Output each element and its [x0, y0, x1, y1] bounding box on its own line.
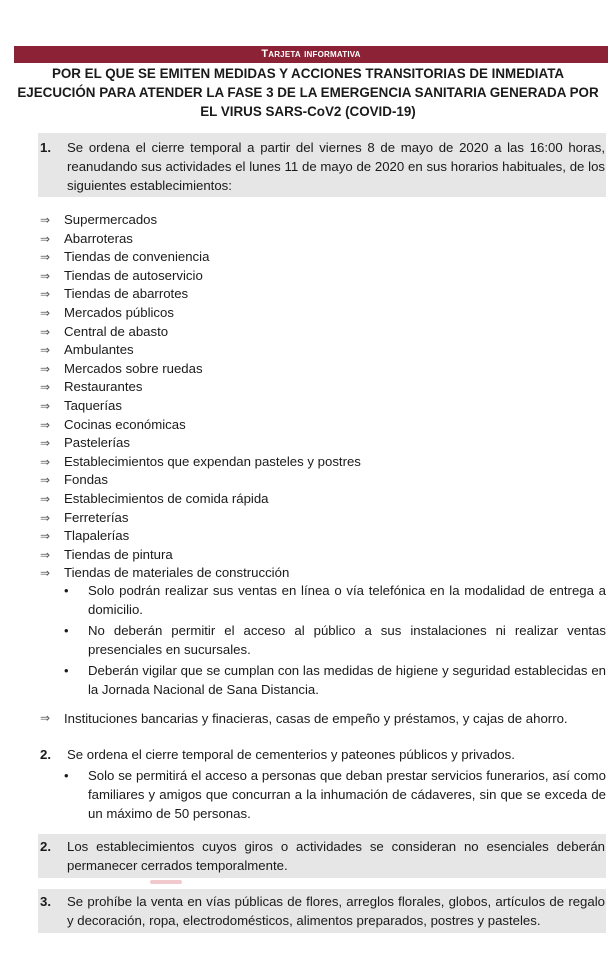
establishment-label: Cocinas económicas [64, 416, 186, 432]
item-number: 1. [40, 140, 51, 155]
arrow-icon: ⇒ [40, 473, 51, 488]
establishment-item [40, 546, 361, 565]
establishment-item [40, 509, 361, 528]
banks-item [40, 709, 568, 728]
establishment-label: Supermercados [64, 212, 158, 227]
condition-text: No deberán permitir el acceso al público a sus instalaciones ni realizar ventas presenciales en sucursales. [88, 623, 606, 657]
establishment-label: Tiendas de pintura [64, 546, 173, 562]
establishment-label: Ambulantes [64, 342, 134, 358]
item-number: 3. [40, 894, 51, 909]
establishment-label: Mercados sobre ruedas [64, 360, 203, 376]
establishment-item [40, 267, 361, 286]
establishment-label: Establecimientos que expendan pasteles y postres [64, 453, 361, 469]
conditions-list [64, 581, 606, 701]
bullet-icon: • [64, 623, 69, 638]
establishment-label: Pastelerías [64, 435, 130, 451]
bullet-icon: • [64, 768, 69, 783]
establishment-label: Tiendas de autoservicio [64, 267, 203, 283]
condition-text: Deberán vigilar que se cumplan con las medidas de higiene y seguridad establecidas en la Jornada Nacional de Sana Distancia. [88, 663, 606, 697]
condition-item [64, 661, 606, 699]
title-line-2: EJECUCIÓN PARA ATENDER LA FASE 3 DE LA EMERGENCIA SANITARIA GENERADA POR [17, 85, 599, 100]
establishment-label: Taquerías [64, 397, 122, 413]
establishment-label: Restaurantes [64, 379, 143, 395]
establishment-item [40, 378, 361, 397]
arrow-icon: ⇒ [40, 566, 51, 581]
arrow-icon: ⇒ [40, 547, 51, 562]
condition-text: Solo se permitirá el acceso a personas que deban prestar servicios funerarios, así como familiares y amigos que concurran a la inhumación de cádaveres, sin que se exceda de un máximo de 50 personas. [88, 768, 606, 821]
condition-text: Solo podrán realizar sus ventas en línea o vía telefónica en la modalidad de entrega a domicilio. [88, 583, 606, 617]
establishments-list [40, 211, 361, 583]
establishment-item [40, 434, 361, 453]
info-card-banner: Tarjeta informativa [14, 46, 608, 63]
arrow-icon: ⇒ [40, 324, 51, 339]
cemetery-conditions [64, 766, 606, 823]
item-text: Se prohíbe la venta en vías públicas de flores, arreglos florales, globos, artículos de regalo y decoración, ropa, electrodomésticos, alimentos preparados, postres y pasteles. [67, 894, 605, 928]
establishment-item [40, 304, 361, 323]
condition-item [64, 621, 606, 659]
arrow-icon: ⇒ [40, 510, 51, 525]
item-text: Los establecimientos cuyos giros o actividades se consideran no esenciales deberán permanecer cerrados temporalmente. [67, 839, 605, 873]
establishment-item [40, 211, 361, 230]
establishment-label: Tiendas de materiales de construcción [64, 565, 290, 581]
establishment-item [40, 285, 361, 304]
arrow-icon: ⇒ [40, 417, 51, 432]
establishment-label: Fondas [64, 472, 108, 488]
establishment-item [40, 230, 361, 249]
arrow-icon: ⇒ [40, 268, 51, 283]
establishment-item [40, 490, 361, 509]
establishment-item [40, 397, 361, 416]
establishment-item [40, 416, 361, 435]
arrow-icon: ⇒ [40, 711, 51, 725]
arrow-icon: ⇒ [40, 380, 51, 395]
arrow-icon: ⇒ [40, 436, 51, 451]
arrow-icon: ⇒ [40, 454, 51, 469]
condition-item [64, 766, 606, 823]
establishment-item [40, 527, 361, 546]
document-title [6, 64, 610, 121]
arrow-icon: ⇒ [40, 213, 51, 227]
arrow-icon: ⇒ [40, 305, 51, 320]
arrow-icon: ⇒ [40, 287, 51, 302]
item-number: 2. [40, 747, 51, 762]
item-number: 2. [40, 839, 51, 854]
establishment-label: Abarroteras [64, 230, 133, 246]
bullet-icon: • [64, 663, 69, 678]
banks-text: Instituciones bancarias y finacieras, casas de empeño y préstamos, y cajas de ahorro. [64, 711, 568, 726]
establishment-item [40, 323, 361, 342]
establishment-label: Tiendas de conveniencia [64, 249, 210, 265]
establishment-label: Ferreterías [64, 509, 129, 525]
establishment-item [40, 341, 361, 360]
arrow-icon: ⇒ [40, 491, 51, 506]
establishment-item [40, 248, 361, 267]
arrow-icon: ⇒ [40, 250, 51, 265]
establishment-label: Tlapalerías [64, 528, 130, 544]
bullet-icon: • [64, 583, 69, 598]
title-line-1: POR EL QUE SE EMITEN MEDIDAS Y ACCIONES TRANSITORIAS DE INMEDIATA [51, 66, 565, 81]
faint-mark [150, 880, 182, 884]
arrow-icon: ⇒ [40, 343, 51, 358]
item-text: Se ordena el cierre temporal a partir del viernes 8 de mayo de 2020 a las 16:00 horas, reanudando sus actividades el lunes 11 de mayo de 2020 en sus horarios habituales, de los siguientes establecimientos: [67, 140, 605, 193]
arrow-icon: ⇒ [40, 398, 51, 413]
establishment-item [40, 471, 361, 490]
item-text: Se ordena el cierre temporal de cementerios y pateones públicos y privados. [67, 747, 515, 762]
establishment-label: Central de abasto [64, 323, 169, 339]
arrow-icon: ⇒ [40, 361, 51, 376]
establishment-item [40, 360, 361, 379]
establishment-label: Mercados públicos [64, 304, 174, 320]
establishment-label: Establecimientos de comida rápida [64, 490, 269, 506]
title-line-3: EL VIRUS SARS-CoV2 (COVID-19) [200, 104, 416, 119]
establishment-item [40, 453, 361, 472]
arrow-icon: ⇒ [40, 231, 51, 246]
condition-item [64, 581, 606, 619]
arrow-icon: ⇒ [40, 529, 51, 544]
establishment-label: Tiendas de abarrotes [64, 286, 189, 302]
